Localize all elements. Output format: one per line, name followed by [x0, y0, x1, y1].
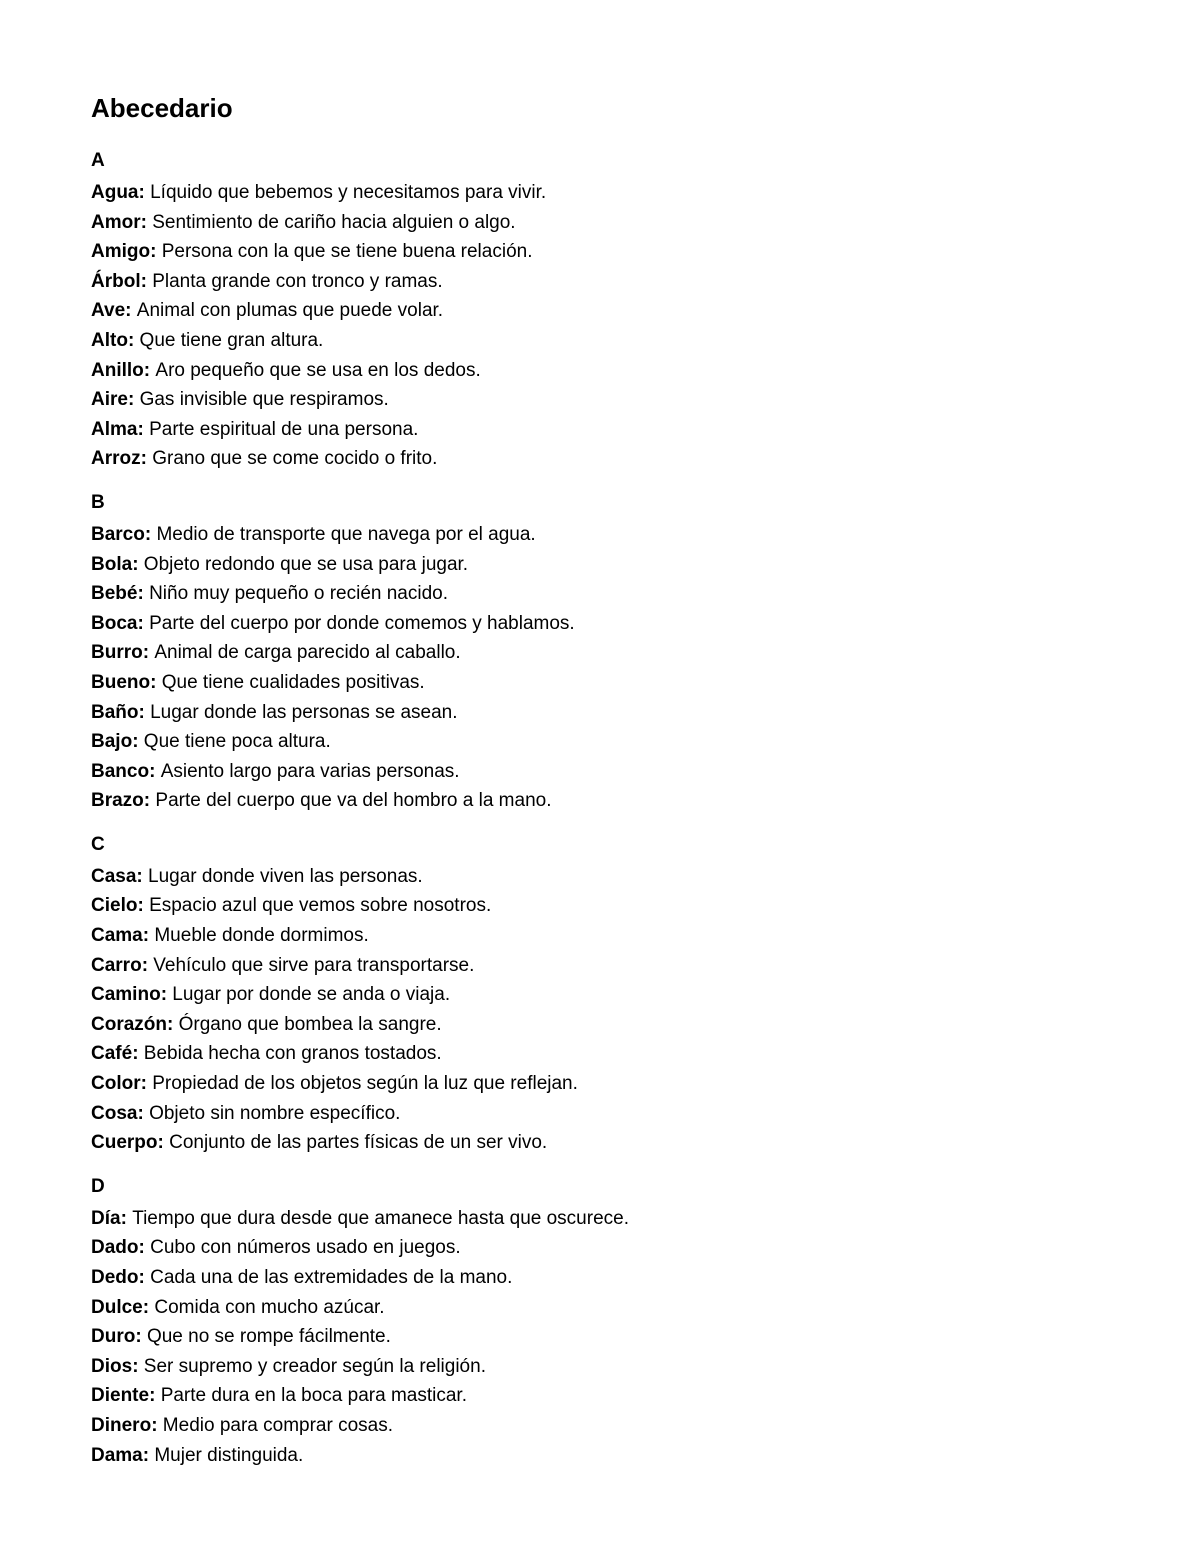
entry-separator: : [142, 925, 155, 947]
entry-definition: Animal de carga parecido al caballo. [154, 642, 461, 664]
entry-term: Diente [91, 1385, 150, 1407]
entry-definition: Cada una de las extremidades de la mano. [150, 1267, 513, 1288]
entry-term: Baño [91, 701, 139, 723]
entry-term: Casa [91, 865, 137, 887]
entry-term: Corazón [91, 1013, 167, 1035]
entry-term: Dedo [91, 1267, 139, 1288]
section-letter: C [91, 833, 105, 855]
entry-term: Bajo [91, 731, 133, 753]
entry-definition: Vehículo que sirve para transportarse. [153, 954, 475, 976]
list-item [91, 1263, 1131, 1293]
entry-definition: Planta grande con tronco y ramas. [152, 270, 443, 292]
entry-term: Dado [91, 1237, 139, 1259]
entry-separator: : [120, 1207, 133, 1229]
entry-definition: Lugar por donde se anda o viaja. [172, 984, 451, 1006]
entry-separator: : [144, 523, 157, 545]
document-title: Abecedario [91, 93, 233, 123]
entry-definition: Conjunto de las partes físicas de un ser vivo. [169, 1132, 548, 1154]
sections-container [91, 148, 1131, 1470]
section-d [91, 1174, 1131, 1470]
list-item [91, 786, 1131, 816]
list-item [91, 356, 1131, 386]
list-item [91, 609, 1131, 639]
list-item [91, 1411, 1131, 1441]
entry-definition: Parte dura en la boca para masticar. [160, 1385, 467, 1407]
list-item [91, 1010, 1131, 1040]
list-item [91, 980, 1131, 1010]
list-item [91, 1352, 1131, 1382]
entry-separator: : [138, 1267, 151, 1288]
entry-term: Color [91, 1073, 141, 1095]
entry-separator: : [132, 553, 144, 575]
entry-definition: Tiempo que dura desde que amanece hasta que oscurece. [132, 1207, 629, 1229]
entry-term: Camino [91, 984, 161, 1006]
entry-definition: Lugar donde viven las personas. [148, 865, 423, 887]
list-item [91, 178, 1131, 208]
list-item [91, 1039, 1131, 1069]
entry-separator: : [137, 612, 150, 634]
entry-definition: Comida con mucho azúcar. [154, 1296, 385, 1318]
list-item [91, 415, 1131, 445]
entry-separator: : [142, 1444, 155, 1466]
list-item [91, 326, 1131, 356]
entry-term: Burro [91, 642, 143, 664]
entry-separator: : [141, 954, 154, 976]
entry-definition: Aro pequeño que se usa en los dedos. [155, 359, 481, 381]
entry-separator: : [132, 731, 144, 753]
entry-separator: : [143, 359, 156, 381]
entry-separator: : [125, 300, 137, 322]
entry-separator: : [138, 182, 151, 203]
list-item [91, 385, 1131, 415]
entry-separator: : [127, 389, 140, 411]
list-item [91, 862, 1131, 892]
entry-separator: : [150, 241, 162, 263]
entry-separator: : [127, 329, 140, 351]
entry-separator: : [157, 1132, 170, 1154]
entry-separator: : [160, 984, 173, 1006]
entry-term: Dama [91, 1444, 143, 1466]
entry-definition: Cubo con números usado en juegos. [150, 1237, 461, 1259]
entry-term: Amigo [91, 241, 151, 263]
list-item [91, 638, 1131, 668]
section-a [91, 148, 1131, 474]
entry-term: Cielo [91, 895, 138, 917]
entry-definition: Objeto sin nombre específico. [149, 1102, 401, 1124]
document-page [91, 92, 1131, 1486]
entry-separator: : [132, 1043, 144, 1065]
entry-term: Aire [91, 389, 128, 411]
entry-definition: Medio de transporte que navega por el agua. [156, 523, 536, 545]
entry-separator: : [140, 211, 153, 233]
entry-separator: : [143, 790, 156, 812]
entry-definition: Mujer distinguida. [154, 1444, 304, 1466]
section-letter: D [91, 1175, 105, 1197]
entry-separator: : [140, 1073, 153, 1095]
list-item [91, 444, 1131, 474]
entry-separator: : [135, 1326, 147, 1348]
entry-term: Bebé [91, 583, 138, 605]
entry-definition: Asiento largo para varias personas. [160, 760, 460, 782]
entry-term: Día [91, 1207, 121, 1229]
entry-separator: : [137, 1102, 150, 1124]
entry-term: Carro [91, 954, 142, 976]
entry-separator: : [142, 1296, 155, 1318]
entry-term: Cuerpo [91, 1132, 158, 1154]
entry-term: Dinero [91, 1414, 152, 1436]
list-item [91, 1204, 1131, 1234]
entry-definition: Niño muy pequeño o recién nacido. [149, 583, 448, 605]
list-item [91, 237, 1131, 267]
list-item [91, 668, 1131, 698]
entry-term: Boca [91, 612, 138, 634]
list-item [91, 1233, 1131, 1263]
entry-definition: Gas invisible que respiramos. [139, 389, 389, 411]
list-item [91, 1128, 1131, 1158]
entry-definition: Grano que se come cocido o frito. [152, 448, 438, 470]
entry-definition: Medio para comprar cosas. [162, 1414, 394, 1436]
list-item [91, 520, 1131, 550]
section-letter: B [91, 491, 105, 513]
entry-separator: : [151, 1414, 163, 1436]
entry-definition: Propiedad de los objetos según la luz que reflejan. [152, 1073, 578, 1095]
entry-definition: Sentimiento de cariño hacia alguien o algo. [152, 211, 516, 233]
entry-separator: : [149, 760, 161, 782]
list-item [91, 1381, 1131, 1411]
entry-term: Dios [91, 1355, 133, 1377]
entry-definition: Objeto redondo que se usa para jugar. [143, 553, 469, 575]
entry-term: Agua [91, 182, 139, 203]
entry-term: Bueno [91, 671, 151, 693]
entry-separator: : [136, 865, 149, 887]
list-item [91, 727, 1131, 757]
entry-term: Cosa [91, 1102, 138, 1124]
entry-definition: Parte del cuerpo por donde comemos y hablamos. [149, 612, 575, 634]
entry-separator: : [150, 671, 162, 693]
entry-term: Amor [91, 211, 141, 233]
entry-separator: : [140, 448, 153, 470]
entry-definition: Que tiene cualidades positivas. [161, 671, 425, 693]
entry-separator: : [137, 418, 150, 440]
entry-term: Brazo [91, 790, 144, 812]
entry-term: Café [91, 1043, 133, 1065]
list-item [91, 267, 1131, 297]
list-item [91, 757, 1131, 787]
list-item [91, 1322, 1131, 1352]
list-item [91, 1441, 1131, 1471]
entry-definition: Espacio azul que vemos sobre nosotros. [149, 895, 492, 917]
entry-definition: Que tiene gran altura. [139, 329, 324, 351]
entry-term: Dulce [91, 1296, 143, 1318]
section-c [91, 832, 1131, 1158]
entry-term: Arroz [91, 448, 141, 470]
list-item [91, 1293, 1131, 1323]
section-letter: A [91, 150, 105, 171]
section-b [91, 490, 1131, 816]
entry-term: Cama [91, 925, 143, 947]
list-item [91, 208, 1131, 238]
list-item [91, 698, 1131, 728]
entry-definition: Parte espiritual de una persona. [149, 418, 419, 440]
entry-separator: : [137, 583, 150, 605]
list-item [91, 1069, 1131, 1099]
entry-separator: : [149, 1385, 161, 1407]
entry-term: Banco [91, 760, 150, 782]
entry-separator: : [138, 1237, 151, 1259]
entry-separator: : [167, 1013, 179, 1035]
entry-term: Alto [91, 329, 128, 351]
entry-term: Árbol [91, 270, 141, 292]
entry-definition: Que tiene poca altura. [143, 731, 331, 753]
list-item [91, 579, 1131, 609]
entry-term: Ave [91, 300, 126, 322]
list-item [91, 550, 1131, 580]
entry-definition: Persona con la que se tiene buena relación. [161, 241, 533, 263]
list-item [91, 951, 1131, 981]
entry-term: Anillo [91, 359, 144, 381]
list-item [91, 921, 1131, 951]
entry-separator: : [140, 270, 153, 292]
entry-term: Duro [91, 1326, 136, 1348]
entry-definition: Ser supremo y creador según la religión. [143, 1355, 486, 1377]
entry-definition: Animal con plumas que puede volar. [136, 300, 444, 322]
entry-term: Alma [91, 418, 138, 440]
entry-separator: : [132, 1355, 144, 1377]
entry-term: Barco [91, 523, 145, 545]
entry-term: Bola [91, 553, 133, 575]
entry-definition: Lugar donde las personas se asean. [150, 701, 458, 723]
entry-definition: Parte del cuerpo que va del hombro a la mano. [155, 790, 552, 812]
entry-definition: Que no se rompe fácilmente. [146, 1326, 391, 1348]
entry-separator: : [137, 895, 150, 917]
entry-definition: Líquido que bebemos y necesitamos para vivir. [150, 182, 547, 203]
list-item [91, 891, 1131, 921]
entry-separator: : [138, 701, 151, 723]
entry-separator: : [142, 642, 155, 664]
entry-definition: Bebida hecha con granos tostados. [143, 1043, 442, 1065]
list-item [91, 296, 1131, 326]
list-item [91, 1099, 1131, 1129]
entry-definition: Órgano que bombea la sangre. [178, 1013, 442, 1035]
entry-definition: Mueble donde dormimos. [154, 925, 369, 947]
